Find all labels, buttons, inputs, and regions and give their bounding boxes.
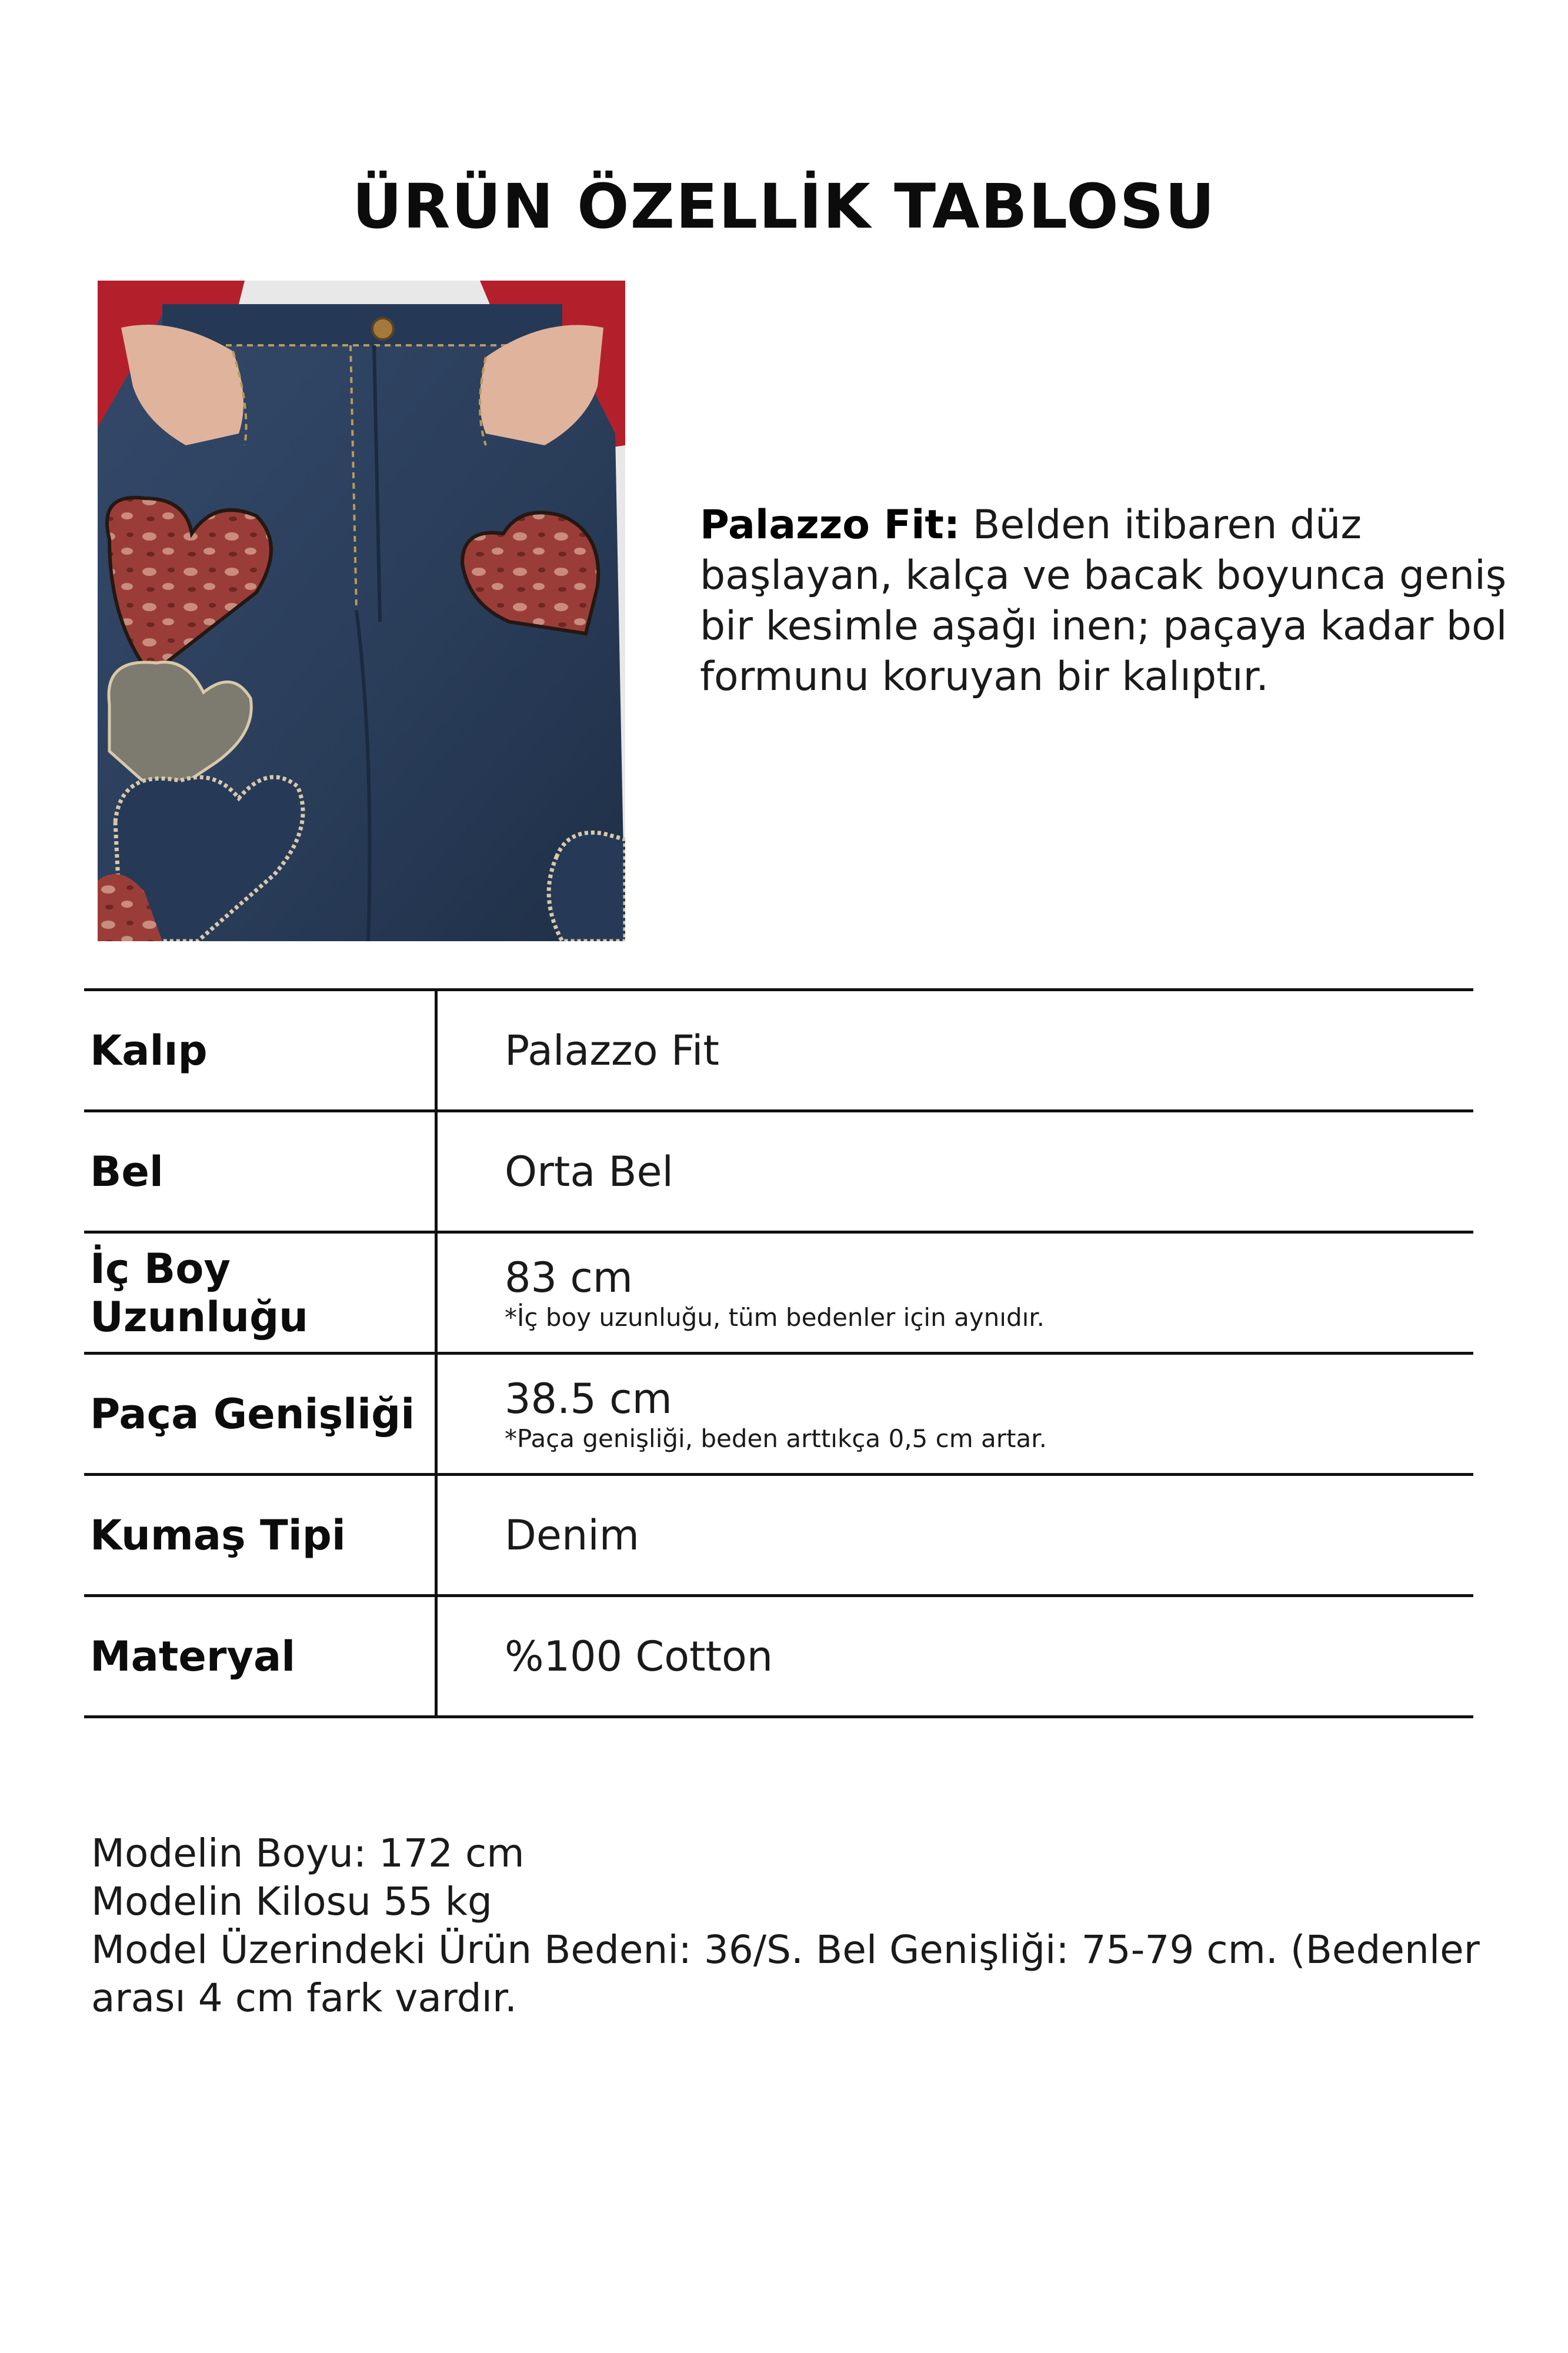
model-height: Modelin Boyu: 172 cm xyxy=(91,1831,525,1876)
spec-row-paca xyxy=(84,1355,1473,1476)
spec-value-cell xyxy=(505,1234,1446,1352)
fit-description-label: Palazzo Fit: xyxy=(700,502,960,548)
model-size: Model Üzerindeki Ürün Bedeni: 36/S. Bel Genişliği: 75-79 cm. (Bedenler arası 4 cm fark vardır. xyxy=(91,1927,1492,2021)
spec-row-ic-boy xyxy=(84,1234,1473,1355)
spec-value-cell xyxy=(505,1355,1446,1473)
spec-value: 38.5 cm xyxy=(505,1375,672,1423)
spec-table xyxy=(84,988,1473,1718)
fit-description-text: Belden itibaren düz başlayan, kalça ve bacak boyunca geniş bir kesimle aşağı inen; paçaya kadar bol formunu koruyan bir kalıptır. xyxy=(700,502,1507,700)
spec-row-kumas xyxy=(84,1476,1473,1597)
column-divider xyxy=(435,1112,438,1231)
column-divider xyxy=(435,1476,438,1594)
spec-label: Materyal xyxy=(90,1632,296,1681)
spec-value: %100 Cotton xyxy=(505,1632,773,1681)
spec-value: Palazzo Fit xyxy=(505,1026,719,1075)
column-divider xyxy=(435,1355,438,1473)
column-divider xyxy=(435,991,438,1109)
product-photo xyxy=(98,281,625,941)
model-weight: Modelin Kilosu 55 kg xyxy=(91,1879,492,1924)
spec-row-kalip xyxy=(84,991,1473,1112)
spec-value: Orta Bel xyxy=(505,1147,674,1196)
spec-label: Paça Genişliği xyxy=(90,1389,415,1438)
spec-note: *İç boy uzunluğu, tüm bedenler için aynıdır. xyxy=(505,1303,1045,1332)
spec-value-cell xyxy=(505,1112,1446,1231)
spec-value-cell xyxy=(505,1476,1446,1594)
spec-label: İç Boy Uzunluğu xyxy=(90,1244,309,1341)
spec-value: 83 cm xyxy=(505,1254,633,1302)
spec-label: Kalıp xyxy=(90,1026,208,1075)
spec-row-materyal xyxy=(84,1597,1473,1718)
spec-row-bel xyxy=(84,1112,1473,1234)
spec-note: *Paça genişliği, beden arttıkça 0,5 cm artar. xyxy=(505,1424,1047,1453)
column-divider xyxy=(435,1597,438,1715)
column-divider xyxy=(435,1234,438,1352)
spec-label: Kumaş Tipi xyxy=(90,1511,346,1559)
spec-value: Denim xyxy=(505,1511,639,1559)
jeans-illustration xyxy=(98,281,625,941)
spec-label: Bel xyxy=(90,1147,164,1196)
page-title: ÜRÜN ÖZELLİK TABLOSU xyxy=(352,171,1216,242)
spec-value-cell xyxy=(505,991,1446,1109)
spec-value-cell xyxy=(505,1597,1446,1715)
model-info xyxy=(91,1829,1503,2022)
fit-description xyxy=(700,500,1523,702)
